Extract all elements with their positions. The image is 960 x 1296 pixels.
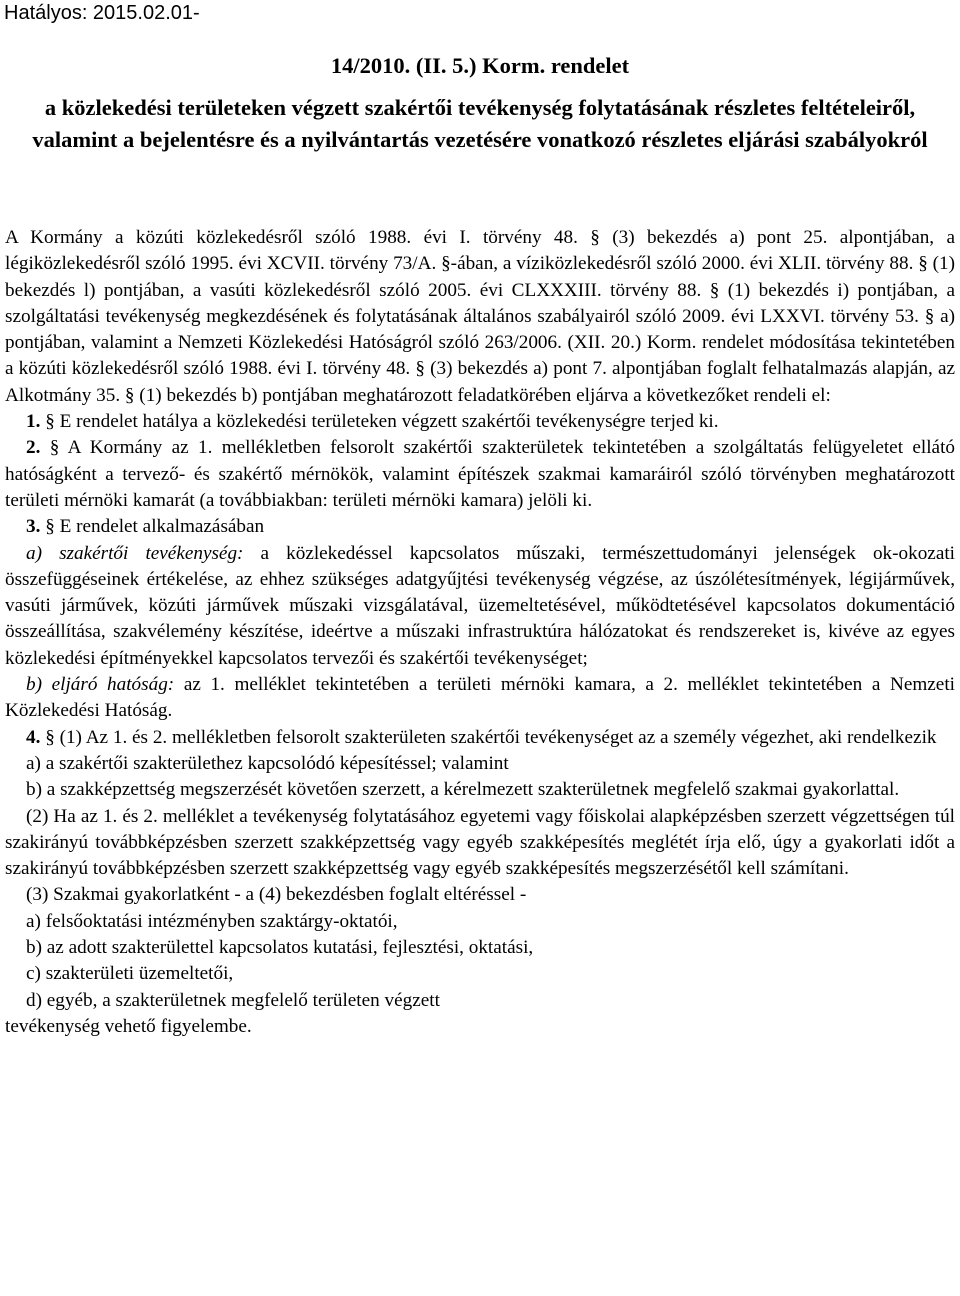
document-body (5, 225, 955, 1040)
section-number: 2. (26, 437, 41, 459)
definition-text: az 1. melléklet tekintetében a területi mérnöki kamara, a 2. melléklet tekintetében a Nemzeti Közlekedési Hatóság. (5, 674, 955, 722)
section-text: § E rendelet alkalmazásában (45, 516, 265, 538)
definition-text: a közlekedéssel kapcsolatos műszaki, természettudományi jelenségek ok-okozati összefüggéseinek értékelése, az ehhez szükséges adatgyűjtési tevékenység végzése, az úszólétesítmények, légijárművek, vasúti járművek, közúti járművek műszaki vizsgálatával, üzemeltetésével, működtetésével kapcsolatos dokumentáció összeállítása, szakvélemény készítése, ideértve a műszaki infrastruktúra hálózatokat és rendszereket is, kivéve az egyes közlekedési építményekkel kapcsolatos tervezői és szakértői tevékenységet; (5, 542, 955, 669)
definition-a (5, 541, 955, 672)
list-item: a) felsőoktatási intézményben szaktárgy-oktatói, (26, 910, 398, 932)
section-text: § (1) Az 1. és 2. mellékletben felsorolt szakterületen szakértői tevékenységet az a személy végezhet, aki rendelkezik (45, 726, 937, 748)
section-4-paragraph-3: (3) Szakmai gyakorlatként - a (4) bekezdésben foglalt eltéréssel - (26, 884, 527, 906)
list-item: c) szakterületi üzemeltetői, (26, 963, 234, 985)
section-text: § E rendelet hatálya a közlekedési területeken végzett szakértői tevékenységre terjed ki. (45, 411, 719, 433)
regulation-subtitle: a közlekedési területeken végzett szakértői tevékenység folytatásának részletes feltételeiről, valamint a bejelentésre és a nyilvántartás vezetésére vonatkozó részletes eljárási szabályokról (32, 95, 928, 152)
paragraph-ending: tevékenység vehető figyelembe. (5, 1015, 252, 1037)
preamble: A Kormány a közúti közlekedésről szóló 1988. évi I. törvény 48. § (3) bekezdés a) pont 25. alpontjában, a légiközlekedésről szóló 1995. évi XCVII. törvény 73/A. §-ában, a víziközlekedésről szóló 2000. évi XLII. törvény 88. § (1) bekezdés l) pontjában, a vasúti közlekedésről szóló 2005. évi CLXXXIII. törvény 88. § (1) bekezdés i) pontjában, a szolgáltatási tevékenység megkezdésének és folytatásának általános szabályairól szóló 2009. évi LXXVI. törvény 53. § a) pontjában, valamint a Nemzeti Közlekedési Hatóságról szóló 263/2006. (XII. 20.) Korm. rendelet módosítása tekintetében a közúti közlekedésről szóló 1988. évi I. törvény 48. § (3) bekezdés a) pont 7. alpontjában foglalt felhatalmazás alapján, az Alkotmány 35. § (1) bekezdés b) pontjában meghatározott feladatkörében eljárva a következőket rendeli el: (5, 227, 955, 406)
section-4-paragraph-1 (5, 725, 955, 751)
section-number: 1. (26, 411, 41, 433)
section-4-paragraph-2: (2) Ha az 1. és 2. melléklet a tevékenység folytatásához egyetemi vagy főiskolai alapképzésben szerzett végzettségen túl szakirányú továbbképzésben szerzett szakképzettség vagy egyéb szakképesítés meglétét írja elő, úgy a gyakorlati időt a szakirányú továbbképzésben szerzett szakképzettség vagy egyéb szakképesítés megszerzésétől kell számítani. (5, 805, 955, 880)
section-2 (5, 435, 955, 514)
regulation-number: 14/2010. (II. 5.) Korm. rendelet (330, 53, 630, 78)
document-title-block (0, 50, 960, 156)
definition-term: a) szakértői tevékenység: (26, 542, 244, 564)
list-item: b) az adott szakterülettel kapcsolatos kutatási, fejlesztési, oktatási, (26, 937, 534, 959)
list-item: d) egyéb, a szakterületnek megfelelő területen végzett (26, 989, 440, 1011)
section-1 (5, 409, 955, 435)
definition-term: b) eljáró hatóság: (26, 674, 175, 696)
section-text: § A Kormány az 1. mellékletben felsorolt szakértői szakterületek tekintetében a szolgáltatás felügyeletet ellátó hatóságként a tervező- és szakértő mérnökök, valamint építészek szakmai kamaráiról szóló törvényben meghatározott területi mérnöki kamarát (a továbbiakban: területi mérnöki kamara) jelöli ki. (5, 437, 956, 511)
definition-b (5, 672, 955, 725)
list-item: a) a szakértői szakterülethez kapcsolódó képesítéssel; valamint (26, 752, 509, 774)
effective-date: Hatályos: 2015.02.01- (4, 2, 200, 24)
section-number: 4. (26, 726, 41, 748)
section-3 (5, 514, 955, 540)
section-number: 3. (26, 516, 41, 538)
list-item: b) a szakképzettség megszerzését követően szerzett, a kérelmezett szakterületnek megfelelő szakmai gyakorlattal. (26, 779, 900, 801)
